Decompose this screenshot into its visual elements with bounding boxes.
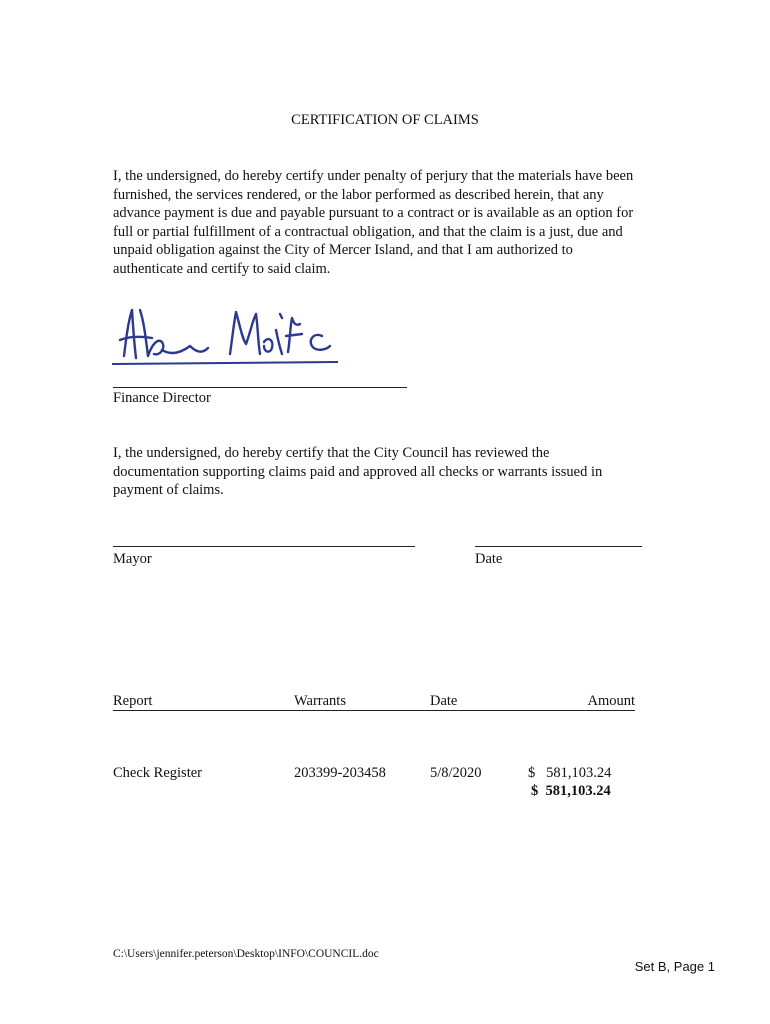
page-label: Set B, Page 1 (634, 959, 715, 974)
paragraph-line: payment of claims. (113, 482, 224, 499)
table-cell-date: 5/8/2020 (430, 765, 482, 781)
paragraph-line: documentation supporting claims paid and approved all checks or warrants issued in (113, 463, 603, 480)
mayor-label: Mayor (113, 551, 152, 567)
council-certification-paragraph (113, 444, 673, 500)
date-signature-line (475, 546, 642, 547)
table-cell-amount: $ 581,103.24 (528, 765, 612, 781)
finance-certification-paragraph (113, 167, 673, 279)
finance-director-signature (112, 300, 352, 370)
table-header-date: Date (430, 693, 458, 709)
paragraph-line: full or partial fulfillment of a contractual obligation, and that the claim is a just, due and (113, 223, 623, 240)
document-title: CERTIFICATION OF CLAIMS (291, 112, 479, 128)
paragraph-line: I, the undersigned, do hereby certify that the City Council has reviewed the (113, 445, 550, 461)
table-total-amount: $ 581,103.24 (531, 783, 611, 799)
table-header-warrants: Warrants (294, 693, 346, 709)
paragraph-line: furnished, the services rendered, or the labor performed as described herein, that any (113, 186, 604, 203)
table-cell-report: Check Register (113, 765, 202, 781)
paragraph-line: unpaid obligation against the City of Mercer Island, and that I am authorized to (113, 242, 573, 259)
mayor-signature-line (113, 546, 415, 547)
table-header-amount: Amount (587, 693, 635, 709)
paragraph-line: advance payment is due and payable pursuant to a contract or is available as an option for (113, 205, 634, 222)
date-label: Date (475, 551, 503, 567)
finance-director-signature-line (113, 387, 407, 388)
paragraph-line: I, the undersigned, do hereby certify under penalty of perjury that the materials have been (113, 168, 634, 184)
table-header-underline (113, 710, 635, 711)
paragraph-line: authenticate and certify to said claim. (113, 260, 331, 277)
table-header-report: Report (113, 693, 153, 709)
finance-director-label: Finance Director (113, 390, 211, 406)
table-cell-warrants: 203399-203458 (294, 765, 386, 781)
file-path-footer: C:\Users\jennifer.peterson\Desktop\INFO\COUNCIL.doc (113, 948, 379, 960)
